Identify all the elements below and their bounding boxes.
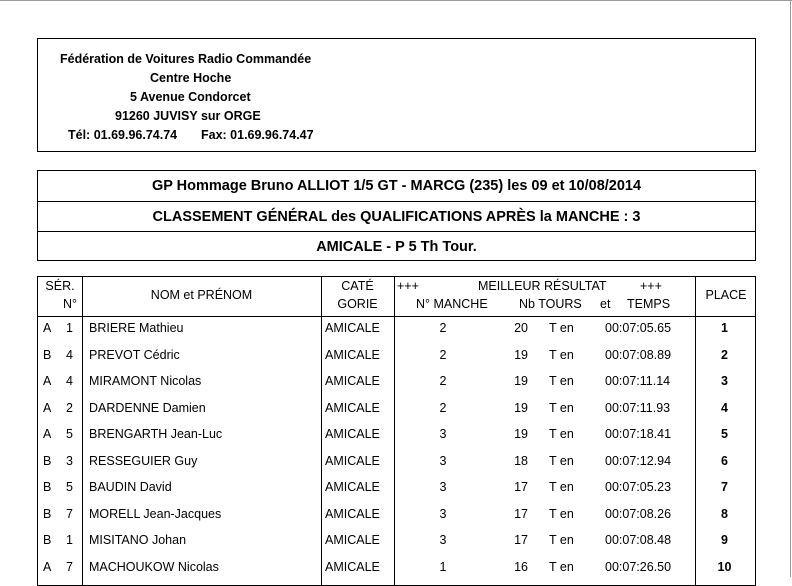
series-cell: B xyxy=(43,347,52,362)
organization-box xyxy=(37,38,756,152)
time-cell: 00:07:11.93 xyxy=(605,400,671,415)
table-row xyxy=(38,316,755,343)
results-table xyxy=(37,276,756,586)
category-cell: AMICALE xyxy=(325,347,380,362)
laps-cell: 18 xyxy=(514,453,528,468)
header-tours: Nb TOURS xyxy=(519,297,582,311)
series-cell: A xyxy=(43,400,52,415)
time-cell: 00:07:18.41 xyxy=(605,427,672,441)
series-cell: A xyxy=(43,321,52,335)
number-cell: 5 xyxy=(66,480,73,494)
laps-unit: T en xyxy=(549,453,574,468)
time-cell: 00:07:08.89 xyxy=(605,347,672,362)
header-et: et xyxy=(600,297,611,311)
place-cell: 5 xyxy=(721,427,728,441)
time-cell: 00:07:05.23 xyxy=(605,480,672,494)
table-row xyxy=(38,449,755,476)
laps-cell: 19 xyxy=(514,347,528,362)
header-name: NOM et PRÉNOM xyxy=(150,288,253,302)
laps-unit: T en xyxy=(549,427,574,441)
category-cell: AMICALE xyxy=(325,400,380,415)
laps-cell: 16 xyxy=(514,559,528,574)
driver-name: MACHOUKOW Nicolas xyxy=(89,559,219,574)
laps-unit: T en xyxy=(549,321,574,335)
category-cell: AMICALE xyxy=(325,427,380,441)
org-city: 91260 JUVISY sur ORGE xyxy=(115,109,261,123)
laps-cell: 20 xyxy=(514,321,528,335)
table-row xyxy=(38,369,755,396)
org-fax: Fax: 01.69.96.74.47 xyxy=(201,128,314,142)
series-cell: A xyxy=(43,427,52,441)
table-row xyxy=(38,396,755,423)
header-num: N° xyxy=(62,297,78,311)
title-box xyxy=(37,170,756,261)
time-cell: 00:07:11.14 xyxy=(605,374,671,388)
laps-unit: T en xyxy=(549,506,574,521)
place-cell: 10 xyxy=(717,559,732,574)
laps-unit: T en xyxy=(549,400,574,415)
number-cell: 4 xyxy=(66,374,73,388)
category-cell: AMICALE xyxy=(325,453,380,468)
place-cell: 4 xyxy=(721,400,728,415)
laps-cell: 17 xyxy=(514,480,528,494)
series-cell: B xyxy=(43,453,52,468)
number-cell: 1 xyxy=(66,533,73,547)
header-place: PLACE xyxy=(705,288,747,302)
time-cell: 00:07:08.48 xyxy=(605,533,672,547)
number-cell: 3 xyxy=(66,453,73,468)
laps-cell: 17 xyxy=(514,533,528,547)
number-cell: 1 xyxy=(66,321,73,335)
manche-cell: 3 xyxy=(439,533,447,547)
table-row xyxy=(38,343,755,370)
manche-cell: 2 xyxy=(439,347,447,362)
window-right-border xyxy=(790,0,791,577)
category-title: AMICALE - P 5 Th Tour. xyxy=(38,231,755,262)
category-cell: AMICALE xyxy=(325,480,380,494)
window-top-border xyxy=(0,0,792,1)
header-best-plus-left: +++ xyxy=(397,279,419,293)
org-name: Fédération de Voitures Radio Commandée xyxy=(60,52,312,66)
number-cell: 7 xyxy=(66,506,73,521)
manche-cell: 3 xyxy=(439,427,447,441)
time-cell: 00:07:08.26 xyxy=(605,506,672,521)
place-cell: 7 xyxy=(721,480,728,494)
driver-name: BRIERE Mathieu xyxy=(89,321,184,335)
laps-cell: 17 xyxy=(514,506,528,521)
laps-unit: T en xyxy=(549,347,574,362)
driver-name: MORELL Jean-Jacques xyxy=(89,506,222,521)
time-cell: 00:07:26.50 xyxy=(605,559,672,574)
laps-cell: 19 xyxy=(514,374,528,388)
laps-unit: T en xyxy=(549,559,574,574)
table-row xyxy=(38,555,755,582)
driver-name: BRENGARTH Jean-Luc xyxy=(89,427,223,441)
table-row xyxy=(38,422,755,449)
manche-cell: 3 xyxy=(439,506,447,521)
number-cell: 2 xyxy=(66,400,73,415)
driver-name: PREVOT Cédric xyxy=(89,347,180,362)
laps-cell: 19 xyxy=(514,427,528,441)
driver-name: MISITANO Johan xyxy=(89,533,187,547)
ranking-title: CLASSEMENT GÉNÉRAL des QUALIFICATIONS APRÈS la MANCHE : 3 xyxy=(38,201,755,232)
category-cell: AMICALE xyxy=(325,559,380,574)
driver-name: DARDENNE Damien xyxy=(89,400,206,415)
manche-cell: 2 xyxy=(439,400,447,415)
manche-cell: 3 xyxy=(439,453,447,468)
category-cell: AMICALE xyxy=(325,506,380,521)
org-center: Centre Hoche xyxy=(150,71,232,85)
place-cell: 2 xyxy=(721,347,728,362)
driver-name: BAUDIN David xyxy=(89,480,172,494)
time-cell: 00:07:12.94 xyxy=(605,453,672,468)
table-row xyxy=(38,502,755,529)
laps-unit: T en xyxy=(549,374,574,388)
series-cell: A xyxy=(43,559,52,574)
category-cell: AMICALE xyxy=(325,374,380,388)
laps-unit: T en xyxy=(549,533,574,547)
header-ser: SÉR. xyxy=(45,279,75,293)
header-best-result: MEILLEUR RÉSULTAT xyxy=(478,279,607,293)
series-cell: A xyxy=(43,374,52,388)
manche-cell: 2 xyxy=(439,374,447,388)
place-cell: 8 xyxy=(721,506,728,521)
driver-name: RESSEGUIER Guy xyxy=(89,453,198,468)
header-cat-1: CATÉ xyxy=(341,279,374,293)
manche-cell: 2 xyxy=(439,321,447,335)
place-cell: 3 xyxy=(721,374,728,388)
driver-name: MIRAMONT Nicolas xyxy=(89,374,202,388)
number-cell: 5 xyxy=(66,427,73,441)
series-cell: B xyxy=(43,533,52,547)
table-row xyxy=(38,475,755,502)
header-best-plus-right: +++ xyxy=(640,279,662,293)
series-cell: B xyxy=(43,480,52,494)
header-manche: N° MANCHE xyxy=(416,297,488,311)
category-cell: AMICALE xyxy=(325,533,380,547)
number-cell: 7 xyxy=(66,559,73,574)
laps-cell: 19 xyxy=(514,400,528,415)
number-cell: 4 xyxy=(66,347,73,362)
manche-cell: 1 xyxy=(439,559,447,574)
place-cell: 6 xyxy=(721,453,728,468)
place-cell: 1 xyxy=(721,321,728,335)
manche-cell: 3 xyxy=(439,480,447,494)
header-cat-2: GORIE xyxy=(337,297,378,311)
event-title: GP Hommage Bruno ALLIOT 1/5 GT - MARCG (235) les 09 et 10/08/2014 xyxy=(151,178,642,194)
org-phone: Tél: 01.69.96.74.74 xyxy=(68,128,178,142)
org-address: 5 Avenue Condorcet xyxy=(130,90,251,104)
table-row xyxy=(38,528,755,555)
time-cell: 00:07:05.65 xyxy=(605,321,672,335)
laps-unit: T en xyxy=(549,480,574,494)
header-temps: TEMPS xyxy=(627,297,671,311)
series-cell: B xyxy=(43,506,52,521)
place-cell: 9 xyxy=(721,533,728,547)
category-cell: AMICALE xyxy=(325,321,380,335)
